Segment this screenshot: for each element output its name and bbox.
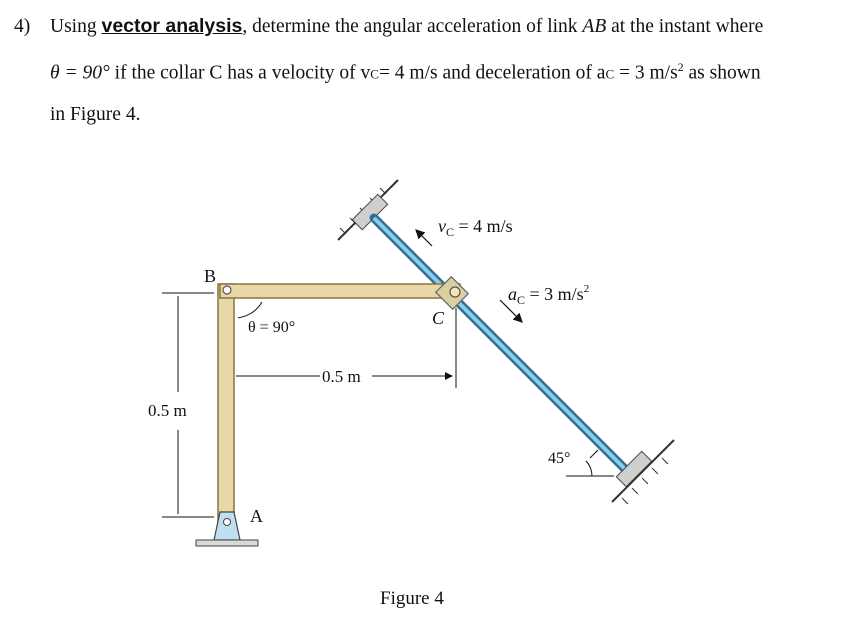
ac-superscript: 2 — [583, 283, 590, 295]
text-segment: in Figure 4. — [50, 103, 141, 125]
ac-label — [508, 283, 589, 307]
vc-value: = 4 m/s — [454, 216, 513, 236]
text-segment: = 3 m/s — [618, 62, 678, 84]
vc-symbol: v — [438, 216, 446, 236]
link-bc — [220, 284, 460, 298]
dim-vertical-label: 0.5 m — [148, 401, 187, 420]
subscript: C — [370, 66, 379, 82]
subscript: C — [605, 66, 615, 82]
vc-label — [438, 216, 513, 239]
theta-label: θ = 90° — [248, 319, 296, 336]
text-segment: at the instant where — [611, 16, 764, 37]
label-a: A — [250, 506, 263, 526]
text-segment: if the collar C has a velocity of v — [114, 62, 371, 84]
label-c: C — [432, 308, 445, 328]
text-segment: , determine the angular acceleration of link — [242, 16, 578, 37]
acceleration-arrow — [500, 283, 589, 322]
theta-indicator — [238, 302, 295, 336]
ac-subscript: C — [517, 293, 526, 307]
pin-b — [223, 286, 231, 294]
ac-value: = 3 m/s — [525, 284, 584, 304]
dim-horizontal-label: 0.5 m — [322, 367, 361, 386]
velocity-arrow — [416, 216, 513, 246]
emphasis-text: vector analysis — [101, 15, 243, 37]
text-segment: = 4 m/s and deceleration of a — [378, 62, 606, 84]
superscript: 2 — [677, 60, 684, 74]
lead-text: Using — [50, 16, 97, 37]
angle-label: 45° — [548, 450, 571, 467]
label-b: B — [204, 266, 217, 286]
link-ab — [218, 284, 234, 522]
link-name: AB — [582, 16, 607, 37]
vc-subscript: C — [446, 225, 455, 239]
theta-equation: θ = 90° — [50, 62, 110, 84]
vertical-dimension — [148, 293, 214, 517]
ac-symbol: a — [508, 284, 517, 304]
problem-number: 4) — [14, 16, 31, 37]
inclined-rod — [374, 218, 632, 476]
text-segment: as shown — [688, 62, 761, 84]
lower-rod-support — [612, 440, 674, 504]
figure-caption: Figure 4 — [380, 588, 444, 609]
